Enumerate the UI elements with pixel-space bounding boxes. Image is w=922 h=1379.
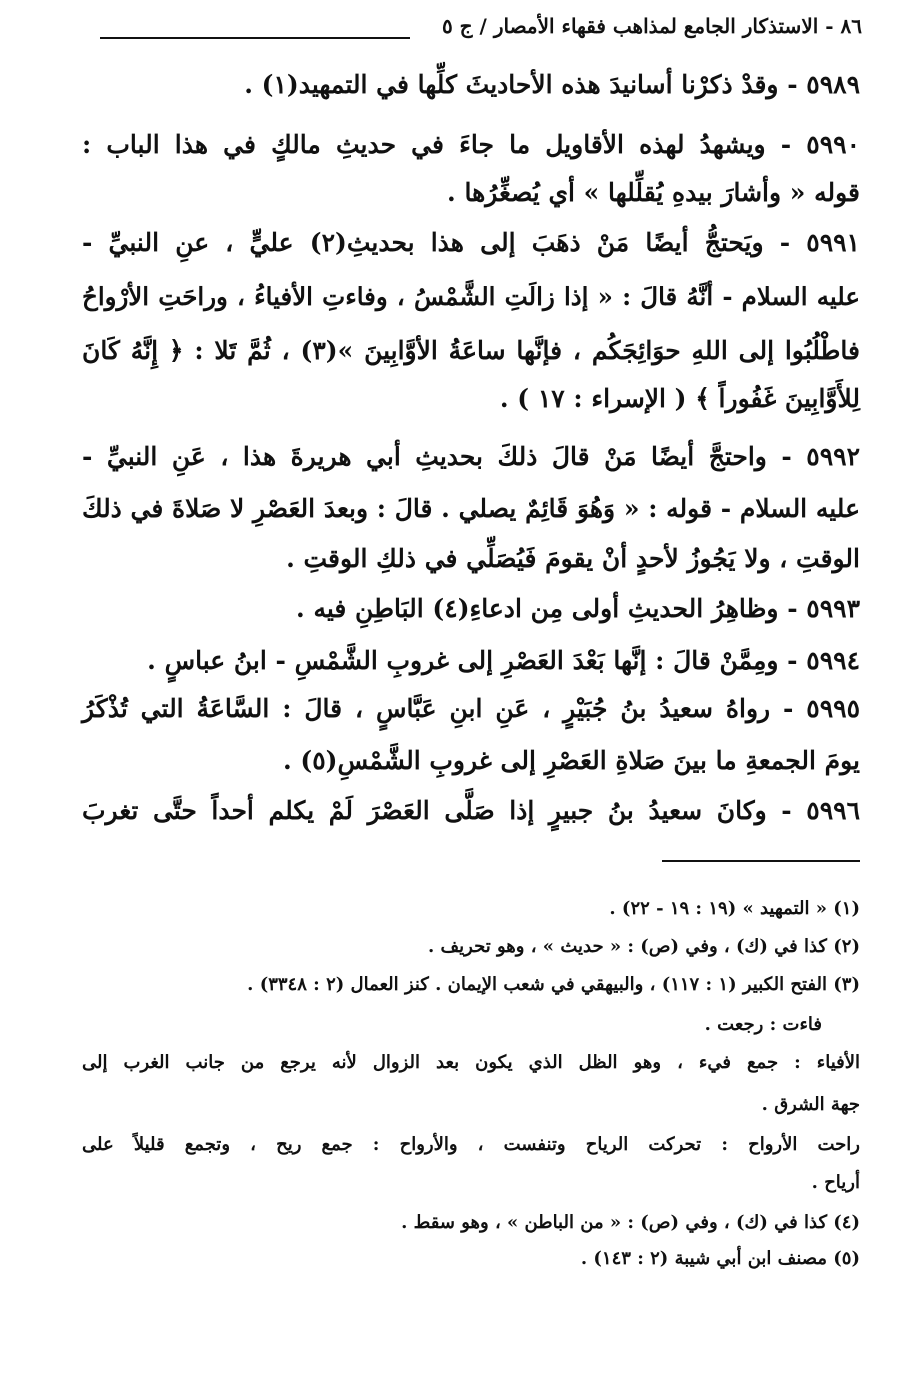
page-header <box>100 14 862 48</box>
footnote-line: راحت الأرواح : تحركت الرياح وتنفست ، والأرواح : جمع ريح ، وتجمع قليلاً على <box>82 1134 860 1155</box>
text-line: قوله « وأشارَ بيدهِ يُقلِّلها » أي يُصغِّرُها . <box>447 178 860 207</box>
text-line: يومَ الجمعةِ ما بينَ صَلاةِ العَصْرِ إلى غروبِ الشَّمْسِ(٥) . <box>282 746 860 775</box>
text-line: لِلأَوَّابِينَ غَفُوراً ﴾ ( الإسراء : ١٧ ) . <box>499 384 860 413</box>
text-line: عليه السلام - قوله : « وَهُوَ قَائِمٌ يصلي . قالَ : وبعدَ العَصْرِ لا صَلاةَ في ذلكَ <box>82 494 860 523</box>
text-line: فاطْلُبُوا إلى اللهِ حوَائِجَكُم ، فإنَّها ساعَةُ الأوَّابِينَ »(٣) ، ثُمَّ تَلا : ﴿ إِنَّهُ كَانَ <box>82 336 860 365</box>
text-line: ٥٩٩٥ - رواهُ سعيدُ بنُ جُبَيْرٍ ، عَنِ ابنِ عَبَّاسٍ ، قالَ : السَّاعَةُ التي تُذْكَرُ <box>82 694 860 723</box>
footnote-line: جهة الشرق . <box>761 1094 860 1115</box>
footnote-line: (٣) الفتح الكبير (١ : ١١٧) ، والبيهقي في شعب الإيمان . كنز العمال (٢ : ٣٣٤٨) . <box>247 974 860 995</box>
text-line: ٥٩٩٦ - وكانَ سعيدُ بنُ جبيرٍ إذا صَلَّى العَصْرَ لَمْ يكلم أحداً حتَّى تغربَ <box>82 796 860 825</box>
text-line: ٥٩٩١ - ويَحتجُّ أيضًا مَنْ ذهَبَ إلى هذا بحديثِ(٢) عليٍّ ، عنِ النبيِّ - <box>82 228 860 257</box>
footnote-line: (٤) كذا في (ك) ، وفي (ص) : « من الباطن » ، وهو سقط . <box>401 1212 860 1233</box>
footnote-line: (٢) كذا في (ك) ، وفي (ص) : « حديث » ، وهو تحريف . <box>427 936 860 957</box>
header-rule <box>100 37 410 39</box>
footnote-line: الأفياء : جمع فيء ، وهو الظل الذي يكون بعد الزوال لأنه يرجع من جانب الغرب إلى <box>82 1052 860 1073</box>
footnote-line: (٥) مصنف ابن أبي شيبة (٢ : ١٤٣) . <box>580 1248 860 1269</box>
text-line: عليه السلام - أنَّهُ قالَ : « إذا زالَتِ الشَّمْسُ ، وفاءتِ الأفياءُ ، وراحَتِ الأرْواحُ <box>82 282 860 311</box>
footnote-line: (١) « التمهيد » (١٩ : ١٩ - ٢٢) . <box>609 898 860 919</box>
footnote-line: أرياح . <box>811 1172 860 1193</box>
footnote-rule <box>662 860 860 862</box>
footnote-line: فاءت : رجعت . <box>704 1014 822 1035</box>
text-line: الوقتِ ، ولا يَجُوزُ لأحدٍ أنْ يقومَ فَيُصَلِّي في ذلكِ الوقتِ . <box>286 544 860 573</box>
text-line: ٥٩٩٣ - وظاهِرُ الحديثِ أولى مِن ادعاءِ(٤) البَاطِنِ فيه . <box>296 594 860 623</box>
text-line: ٥٩٩٤ - ومِمَّنْ قالَ : إنَّها بَعْدَ العَصْرِ إلى غروبِ الشَّمْسِ - ابنُ عباسٍ . <box>147 646 860 675</box>
text-line: ٥٩٩٢ - واحتجَّ أيضًا مَنْ قالَ ذلكَ بحديثِ أبي هريرةَ هذا ، عَنِ النبيِّ - <box>82 442 860 471</box>
text-line: ٥٩٨٩ - وقدْ ذكرْنا أسانيدَ هذه الأحاديثَ كلِّها في التمهيد(١) . <box>244 70 860 99</box>
text-line: ٥٩٩٠ - ويشهدُ لهذه الأقاويل ما جاءَ في حديثِ مالكٍ في هذا الباب : <box>82 130 860 159</box>
running-head: ٨٦ - الاستذكار الجامع لمذاهب فقهاء الأمصار / ج ٥ <box>441 14 862 38</box>
